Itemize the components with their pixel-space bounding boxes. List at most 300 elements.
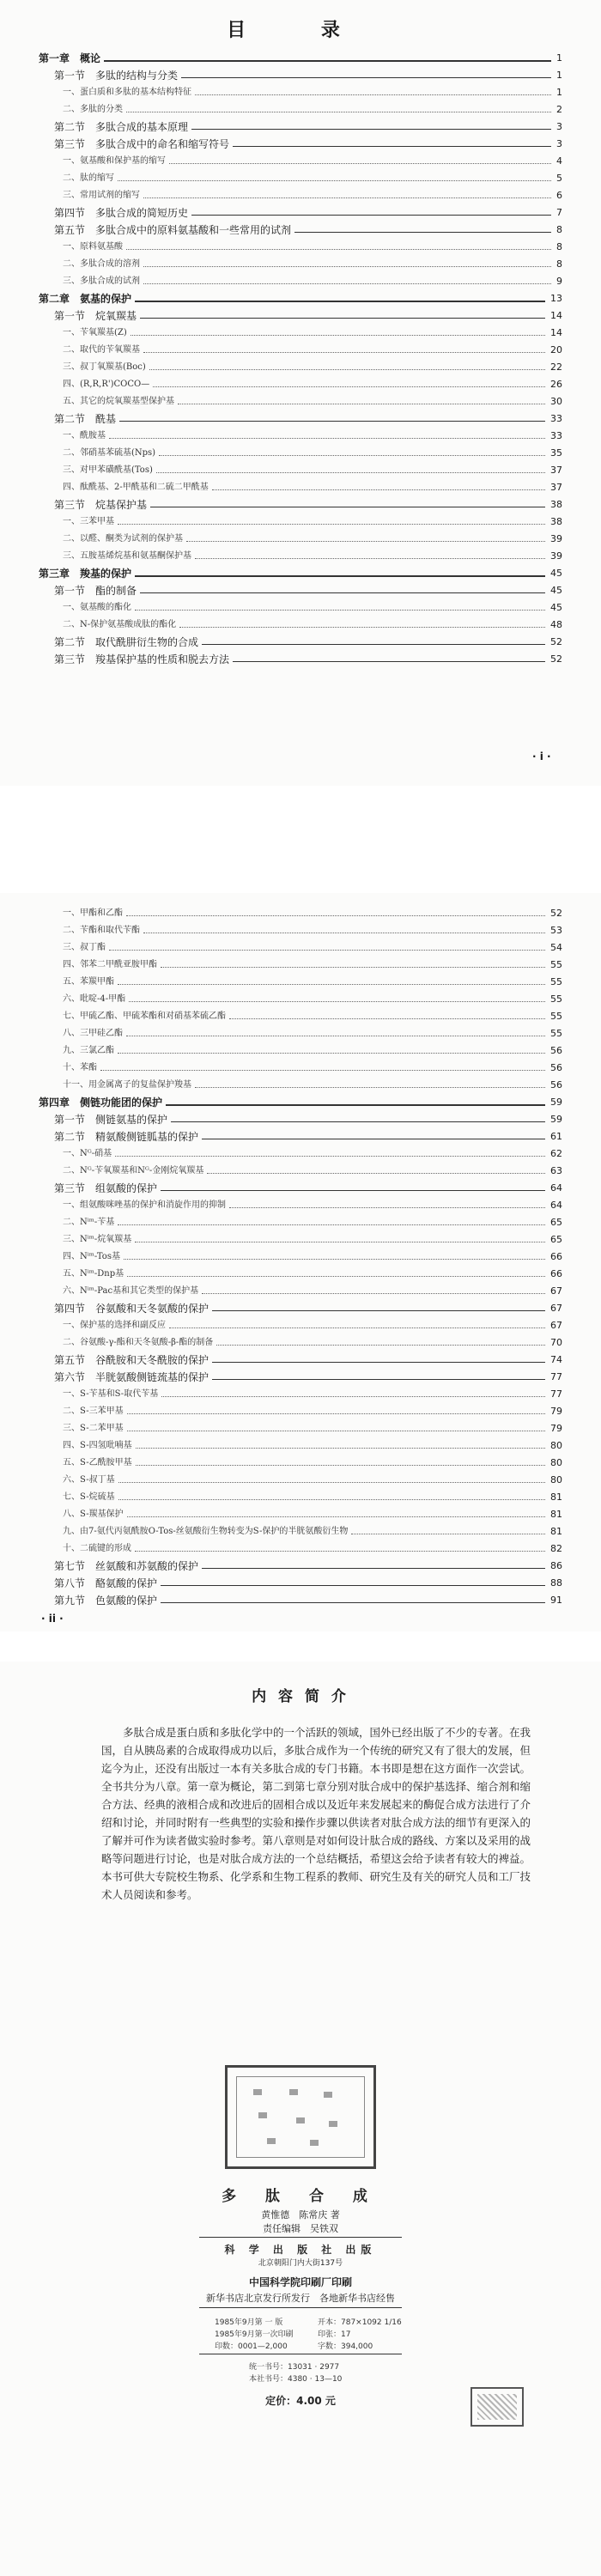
toc-entry-page: 39 (550, 533, 562, 544)
toc-entry-page: 1 (556, 87, 562, 98)
toc-leader (127, 1276, 545, 1277)
toc-leader (161, 967, 545, 968)
toc-leader (186, 541, 545, 542)
toc-leader (100, 1070, 545, 1071)
toc-entry-page: 48 (550, 619, 562, 630)
toc-entry-label: 第六节 半胱氨酸侧链巯基的保护 (54, 1371, 209, 1383)
toc-leader (115, 1156, 545, 1157)
toc-entry-label: 一、三苯甲基 (63, 517, 114, 526)
printer: 中国科学院印刷厂印刷 (248, 2276, 352, 2288)
toc-entry-section (39, 496, 562, 513)
toc-entry-label: 第三节 多肽合成中的命名和缩写符号 (54, 138, 230, 150)
toc-leader (229, 1207, 545, 1208)
toc-entry-item (39, 1506, 562, 1523)
toc-leader (143, 283, 551, 284)
toc-entry-page: 54 (550, 942, 562, 953)
toc-leader (143, 352, 545, 353)
toc-entry-item (39, 991, 562, 1008)
toc-entry-item (39, 922, 562, 939)
toc-entry-item (39, 1060, 562, 1077)
toc-entry-label: 三、常用试剂的缩写 (63, 191, 140, 200)
toc-entry-item (39, 1386, 562, 1403)
toc-entry-page: 74 (550, 1354, 562, 1365)
toc-entry-label: 四、(R,R,R')COCO— (63, 380, 150, 389)
toc-entry-page: 81 (550, 1526, 562, 1537)
toc-entry-label: 四、邻苯二甲酰亚胺甲酯 (63, 960, 157, 969)
toc-entry-label: 一、S-苄基和S-取代苄基 (63, 1389, 159, 1399)
toc-leader (135, 575, 545, 577)
publisher: 科 学 出 版 社 出版 (224, 2244, 377, 2256)
toc-entry-label: 七、甲硫乙酯、甲硫苯酯和对硝基苯硫乙酯 (63, 1012, 226, 1021)
toc-leader (118, 524, 545, 525)
divider (199, 2307, 402, 2308)
toc-leader (153, 386, 545, 387)
toc-entry-label: 一、甲酯和乙酯 (63, 908, 123, 918)
spec-edition: 1985年9月第 一 版 (215, 2318, 283, 2327)
toc-entry-section (39, 1575, 562, 1592)
toc-entry-item (39, 1437, 562, 1455)
toc-entry-page: 33 (550, 413, 562, 424)
toc-entry-label: 一、蛋白质和多肽的基本结构特征 (63, 88, 191, 97)
toc-leader (140, 592, 545, 593)
toc-entry-page: 55 (550, 976, 562, 987)
toc-entry-page: 26 (550, 379, 562, 390)
toc-entry-label: 一、保护基的选择和副反应 (63, 1321, 166, 1330)
toc-entry-section (39, 634, 562, 651)
toc-entry-label: 三、五胺基烯烷基和氨基酮保护基 (63, 551, 191, 561)
toc-entry-page: 80 (550, 1457, 562, 1468)
toc-entry-page: 64 (550, 1200, 562, 1211)
toc-entry-item (39, 462, 562, 479)
publisher-address: 北京朝阳门内大街137号 (258, 2259, 343, 2268)
toc-entry-page: 1 (556, 52, 562, 64)
toc-entry-chapter (39, 565, 562, 582)
toc-entry-label: 十、苯酯 (63, 1063, 97, 1072)
toc-leader (207, 1173, 545, 1174)
toc-entry-item (39, 376, 562, 393)
toc-entry-page: 37 (550, 465, 562, 476)
toc-entry-section (39, 1592, 562, 1609)
toc-leader (233, 146, 551, 147)
toc-leader (135, 301, 545, 302)
toc-entry-item (39, 1214, 562, 1231)
toc-entry-item (39, 325, 562, 342)
toc-entry-item (39, 1420, 562, 1437)
toc-entry-page: 20 (550, 344, 562, 355)
toc-leader (143, 266, 551, 267)
authors: 黄惟德 陈常庆 著 (261, 2209, 340, 2221)
toc-entry-label: 二、S-三苯甲基 (63, 1406, 124, 1416)
toc-leader (118, 1499, 545, 1500)
toc-entry-page: 81 (550, 1509, 562, 1520)
toc-entry-page: 45 (550, 568, 562, 579)
toc-entry-section (39, 582, 562, 599)
toc-leader (159, 455, 545, 456)
toc-leader (179, 627, 545, 628)
toc-entry-item (39, 445, 562, 462)
toc-entry-item (39, 428, 562, 445)
spec-sheets: 印张：17 (318, 2330, 351, 2339)
toc-entry-page: 8 (556, 241, 562, 252)
toc-entry-item (39, 1266, 562, 1283)
toc-entry-label: 四、S-四氢吡喃基 (63, 1441, 132, 1450)
toc-entry-page: 80 (550, 1440, 562, 1451)
toc-entry-label: 第三节 羧基保护基的性质和脱去方法 (54, 653, 230, 665)
toc-leader (136, 1448, 545, 1449)
toc-entry-label: 九、三氯乙酯 (63, 1046, 114, 1055)
toc-entry-page: 39 (550, 550, 562, 562)
toc-entry-label: 六、Nⁱᵐ-Pac基和其它类型的保护基 (63, 1286, 199, 1296)
toc-entry-page: 55 (550, 1028, 562, 1039)
toc-entry-page: 22 (550, 361, 562, 373)
toc-entry-section (39, 651, 562, 668)
toc-entry-page: 67 (550, 1303, 562, 1314)
distributor: 新华书店北京发行所发行 各地新华书店经售 (206, 2293, 395, 2304)
toc-entry-item (39, 1455, 562, 1472)
toc-entry-label: 第一节 多肽的结构与分类 (54, 70, 179, 82)
toc-leader (135, 610, 545, 611)
toc-entry-section (39, 118, 562, 136)
toc-leader (233, 661, 545, 662)
toc-entry-item (39, 479, 562, 496)
toc-entry-page: 79 (550, 1423, 562, 1434)
toc-entry-label: 第四节 谷氨酸和天冬氨酸的保护 (54, 1303, 209, 1315)
abstract-title: 内 容 简 介 (252, 1688, 349, 1705)
toc-entry-label: 四、酞酰基、2-甲酰基和二硫二甲酰基 (63, 483, 209, 492)
toc-leader (216, 1345, 545, 1346)
toc-entry-item (39, 393, 562, 410)
toc-entry-section (39, 204, 562, 222)
toc-leader (104, 60, 551, 62)
toc-leader (131, 335, 545, 336)
toc-entry-item (39, 170, 562, 187)
toc-leader (195, 1087, 545, 1088)
toc-entry-item (39, 513, 562, 531)
toc-entry-page: 52 (550, 653, 562, 665)
toc-entry-item (39, 342, 562, 359)
toc-entry-page: 7 (556, 207, 562, 218)
toc-entry-label: 第二节 多肽合成的基本原理 (54, 121, 189, 133)
toc-entry-item (39, 957, 562, 974)
toc-entry-item (39, 84, 562, 101)
editor: 责任编辑 吴铁双 (263, 2223, 338, 2234)
toc-leader (129, 1001, 545, 1002)
toc-entry-page: 37 (550, 482, 562, 493)
toc-entry-label: 十、二硫键的形成 (63, 1544, 131, 1553)
toc-entry-item (39, 1008, 562, 1025)
publisher-book-number: 本社书号：4380 · 13—10 (249, 2375, 343, 2384)
toc-entry-page: 45 (550, 585, 562, 596)
toc-entry-page: 4 (556, 155, 562, 167)
toc-entry-page: 79 (550, 1406, 562, 1417)
toc-entry-item (39, 239, 562, 256)
toc-entry-chapter (39, 290, 562, 307)
toc-entry-chapter (39, 1094, 562, 1111)
toc-leader (169, 1327, 545, 1328)
toc-leader (161, 1396, 545, 1397)
toc-entry-label: 三、S-二苯甲基 (63, 1424, 124, 1433)
toc-entry-section (39, 1369, 562, 1386)
toc-entry-label: 三、对甲苯磺酰基(Tos) (63, 465, 153, 475)
toc-entry-page: 63 (550, 1165, 562, 1176)
toc-entry-page: 9 (556, 276, 562, 287)
toc-entry-item (39, 939, 562, 957)
toc-entry-section (39, 1352, 562, 1369)
toc-entry-item (39, 1540, 562, 1558)
toc-entry-item (39, 1403, 562, 1420)
toc-leader (118, 1482, 545, 1483)
toc-entry-label: 七、S-烷硫基 (63, 1492, 115, 1502)
toc-entry-label: 一、原料氨基酸 (63, 242, 123, 252)
toc-entry-page: 66 (550, 1268, 562, 1279)
toc-entry-item (39, 101, 562, 118)
toc-leader (149, 369, 545, 370)
toc-entry-label: 第五节 多肽合成中的原料氨基酸和一些常用的试剂 (54, 224, 292, 236)
toc-entry-page: 2 (556, 104, 562, 115)
toc-entry-page: 77 (550, 1388, 562, 1400)
toc-entry-label: 第七节 丝氨酸和苏氨酸的保护 (54, 1560, 199, 1572)
toc-entry-label: 二、取代的苄氧羰基 (63, 345, 140, 355)
toc-entry-chapter (39, 50, 562, 67)
toc-leader (229, 1018, 545, 1019)
toc-entry-page: 70 (550, 1337, 562, 1348)
toc-entry-label: 二、以醛、酮类为试剂的保护基 (63, 534, 183, 544)
toc-entry-page: 55 (550, 993, 562, 1005)
toc-leader (136, 1465, 545, 1466)
toc-leader (202, 1293, 545, 1294)
page-folio: · ii · (41, 1613, 64, 1625)
toc-entry-item (39, 1025, 562, 1042)
toc-entry-page: 14 (550, 327, 562, 338)
toc-leader (169, 163, 551, 164)
toc-entry-page: 1 (556, 70, 562, 81)
toc-entry-label: 二、Nᴳ-苄氧羰基和Nᴳ-金刚烷氧羰基 (63, 1166, 204, 1176)
toc-entry-label: 一、氨基酸的酯化 (63, 603, 131, 612)
toc-entry-label: 二、肽的缩写 (63, 173, 114, 183)
toc-entry-label: 二、Nⁱᵐ-苄基 (63, 1218, 115, 1227)
toc-entry-page: 61 (550, 1131, 562, 1142)
library-stamp (225, 2065, 376, 2169)
toc-entry-page: 66 (550, 1251, 562, 1262)
book-title: 多 肽 合 成 (222, 2188, 379, 2205)
toc-entry-label: 十一、用金属离子的复盐保护羧基 (63, 1080, 191, 1090)
toc-entry-item (39, 1283, 562, 1300)
toc-entry-label: 五、其它的烷氧羰基型保护基 (63, 397, 174, 406)
toc-entry-label: 二、多肽的分类 (63, 105, 123, 114)
toc-entry-label: 一、氨基酸和保护基的缩写 (63, 156, 166, 166)
toc-leader (191, 129, 551, 130)
toc-entry-page: 56 (550, 1079, 562, 1091)
toc-leader (202, 1568, 545, 1569)
toc-entry-label: 第八节 酪氨酸的保护 (54, 1577, 158, 1589)
toc-leader (109, 438, 545, 439)
toc-entry-item (39, 617, 562, 634)
toc-leader (191, 215, 551, 216)
toc-entry-section (39, 410, 562, 428)
toc-entry-item (39, 359, 562, 376)
toc-entry-page: 86 (550, 1560, 562, 1571)
toc-leader (140, 318, 545, 319)
spec-format: 开本：787×1092 1/16 (318, 2318, 402, 2327)
price: 定价：4.00 元 (265, 2395, 336, 2407)
toc-entry-label: 二、邻硝基苯硫基(Nps) (63, 448, 156, 458)
toc-entry-label: 第二节 酰基 (54, 413, 117, 425)
toc-entry-page: 3 (556, 138, 562, 149)
toc-entry-label: 第三章 羧基的保护 (39, 568, 132, 580)
toc-entry-section (39, 1128, 562, 1145)
toc-leader (294, 232, 551, 233)
toc-entry-page: 55 (550, 959, 562, 970)
toc-entry-item (39, 1472, 562, 1489)
toc-entry-page: 81 (550, 1492, 562, 1503)
toc-entry-item (39, 1489, 562, 1506)
label-stamp (470, 2387, 524, 2427)
toc-page-2 (0, 893, 601, 1631)
toc-entry-item (39, 1317, 562, 1334)
toc-entry-label: 五、S-乙酰胺甲基 (63, 1458, 132, 1467)
toc-entry-label: 第二章 氨基的保护 (39, 293, 132, 305)
toc-entry-label: 第三节 组氨酸的保护 (54, 1182, 158, 1194)
toc-leader (212, 1310, 545, 1311)
toc-entry-page: 62 (550, 1148, 562, 1159)
toc-entry-section (39, 1558, 562, 1575)
toc-entry-label: 第二节 取代酰肼衍生物的合成 (54, 636, 199, 648)
toc-entry-item (39, 256, 562, 273)
toc-entry-page: 64 (550, 1182, 562, 1194)
toc-list (39, 50, 562, 668)
toc-entry-page: 45 (550, 602, 562, 613)
toc-entry-page: 35 (550, 447, 562, 459)
toc-entry-label: 一、苄氧羰基(Z) (63, 328, 127, 337)
toc-entry-item (39, 1042, 562, 1060)
toc-entry-label: 二、N-保护氨基酸成肽的酯化 (63, 620, 177, 629)
toc-entry-label: 三、多肽合成的试剂 (63, 276, 140, 286)
abstract-text: 多肽合成是蛋白质和多肽化学中的一个活跃的领域，国外已经出版了不少的专著。在我国，自从胰岛素的合成取得成功以后，多肽合成作为一个传统的研究又有了很大的发展，但迄今为止，还没有出版过一本有关多肽合成的专门书籍。本书即是想在这方面作一次尝试。全书共分为八章。第一章为概论，第二到第七章分别对肽合成中的保护基选择、缩合剂和缩合方法、经典的液相合成和改进后的固相合成以及近年来发展起来的酶促合成方法进行了介绍和讨论，并同时附有一些典型的实验和操作步骤以供读者对肽合成方法的细节有更深入的了解并可作为读者做实验时参考。第八章则是对如何设计肽合成的路线、方案以及采用的战略等问题进行讨论，也是对肽合成方法的一个总结概括，希望这会给予读者有较大的裨益。本书可供大专院校生物系、化学系和生物工程系的教师、研究生及有关的研究人员和工厂技术人员阅读和参考。 (101, 1726, 531, 1901)
toc-leader (166, 1104, 545, 1106)
toc-leader (118, 180, 551, 181)
toc-leader (161, 1585, 545, 1586)
toc-entry-page: 8 (556, 224, 562, 235)
toc-entry-label: 第一节 烷氧羰基 (54, 310, 137, 322)
toc-leader (118, 1053, 545, 1054)
toc-entry-page: 33 (550, 430, 562, 441)
toc-entry-label: 五、苯羰甲酯 (63, 977, 114, 987)
spec-print-run: 印数：0001—2,000 (215, 2342, 288, 2351)
toc-entry-section (39, 1180, 562, 1197)
toc-entry-page: 59 (550, 1114, 562, 1125)
toc-leader (109, 950, 545, 951)
toc-leader (212, 1379, 545, 1380)
toc-entry-label: 第二节 精氨酸侧链胍基的保护 (54, 1131, 199, 1143)
toc-entry-page: 52 (550, 636, 562, 647)
toc-entry-item (39, 531, 562, 548)
toc-entry-section (39, 1300, 562, 1317)
toc-entry-item (39, 1523, 562, 1540)
toc-entry-label: 第九节 色氨酸的保护 (54, 1595, 158, 1607)
toc-entry-page: 65 (550, 1217, 562, 1228)
toc-leader (195, 94, 551, 95)
toc-entry-item (39, 1231, 562, 1249)
toc-entry-label: 六、吡啶-4-甲酯 (63, 994, 126, 1004)
toc-leader (171, 1121, 545, 1122)
toc-entry-item (39, 905, 562, 922)
toc-leader (212, 489, 545, 490)
copyright-page (0, 1662, 601, 2576)
toc-entry-label: 三、叔丁酯 (63, 943, 106, 952)
toc-entry-label: 第四节 多肽合成的简短历史 (54, 207, 189, 219)
toc-entry-item (39, 1163, 562, 1180)
toc-entry-label: 五、Nⁱᵐ-Dnp基 (63, 1269, 124, 1279)
toc-entry-item (39, 1197, 562, 1214)
toc-entry-label: 三、叔丁氧羰基(Boc) (63, 362, 146, 372)
spec-wordcount: 字数：394,000 (318, 2342, 373, 2351)
toc-entry-page: 14 (550, 310, 562, 321)
toc-leader (135, 1551, 545, 1552)
toc-entry-page: 3 (556, 121, 562, 132)
toc-leader (118, 984, 545, 985)
toc-leader (143, 197, 551, 198)
toc-entry-page: 80 (550, 1474, 562, 1485)
toc-entry-label: 一、酰胺基 (63, 431, 106, 440)
toc-entry-page: 56 (550, 1045, 562, 1056)
toc-leader (202, 644, 545, 645)
toc-page-1 (0, 0, 601, 786)
toc-entry-item (39, 273, 562, 290)
toc-entry-section (39, 222, 562, 239)
toc-leader (118, 1224, 545, 1225)
toc-leader (119, 421, 545, 422)
toc-entry-page: 38 (550, 516, 562, 527)
toc-entry-label: 三、Nⁱᵐ-烷氧羰基 (63, 1235, 132, 1244)
toc-entry-label: 一、组氨酸咪唑基的保护和消旋作用的抑制 (63, 1200, 226, 1210)
toc-entry-label: 第四章 侧链功能团的保护 (39, 1097, 163, 1109)
toc-entry-label: 九、由7-氨代丙氨酰胺O-Tos-丝氨酸衍生物转变为S-保护的半胱氨酸衍生物 (63, 1527, 349, 1536)
toc-leader (124, 1259, 545, 1260)
toc-entry-page: 6 (556, 190, 562, 201)
toc-entry-item (39, 548, 562, 565)
toc-entry-page: 38 (550, 499, 562, 510)
toc-entry-page: 77 (550, 1371, 562, 1382)
toc-entry-page: 13 (550, 293, 562, 304)
toc-entry-page: 91 (550, 1595, 562, 1606)
toc-entry-label: 二、苄酯和取代苄酯 (63, 926, 140, 935)
toc-title: 目 录 (227, 19, 374, 41)
toc-leader (126, 249, 551, 250)
toc-entry-section (39, 136, 562, 153)
toc-entry-page: 8 (556, 258, 562, 270)
toc-entry-label: 一、Nᴳ-硝基 (63, 1149, 112, 1158)
toc-entry-item (39, 974, 562, 991)
toc-leader (181, 77, 551, 78)
toc-entry-item (39, 1145, 562, 1163)
toc-entry-label: 第一章 概论 (39, 52, 101, 64)
page-folio: · i · (532, 750, 551, 762)
divider (199, 2237, 402, 2238)
toc-leader (212, 1362, 545, 1363)
toc-entry-label: 第三节 烷基保护基 (54, 499, 148, 511)
toc-entry-page: 55 (550, 1011, 562, 1022)
toc-entry-page: 67 (550, 1285, 562, 1297)
toc-entry-label: 第五节 谷酰胺和天冬酰胺的保护 (54, 1354, 209, 1366)
toc-entry-page: 59 (550, 1097, 562, 1108)
toc-entry-page: 5 (556, 173, 562, 184)
toc-entry-label: 二、多肽合成的溶剂 (63, 259, 140, 269)
toc-entry-item (39, 1077, 562, 1094)
toc-leader (127, 1413, 545, 1414)
toc-leader (161, 1190, 545, 1191)
toc-entry-label: 二、谷氨酸-γ-酯和天冬氨酸-β-酯的制备 (63, 1338, 214, 1347)
toc-leader (127, 1516, 545, 1517)
